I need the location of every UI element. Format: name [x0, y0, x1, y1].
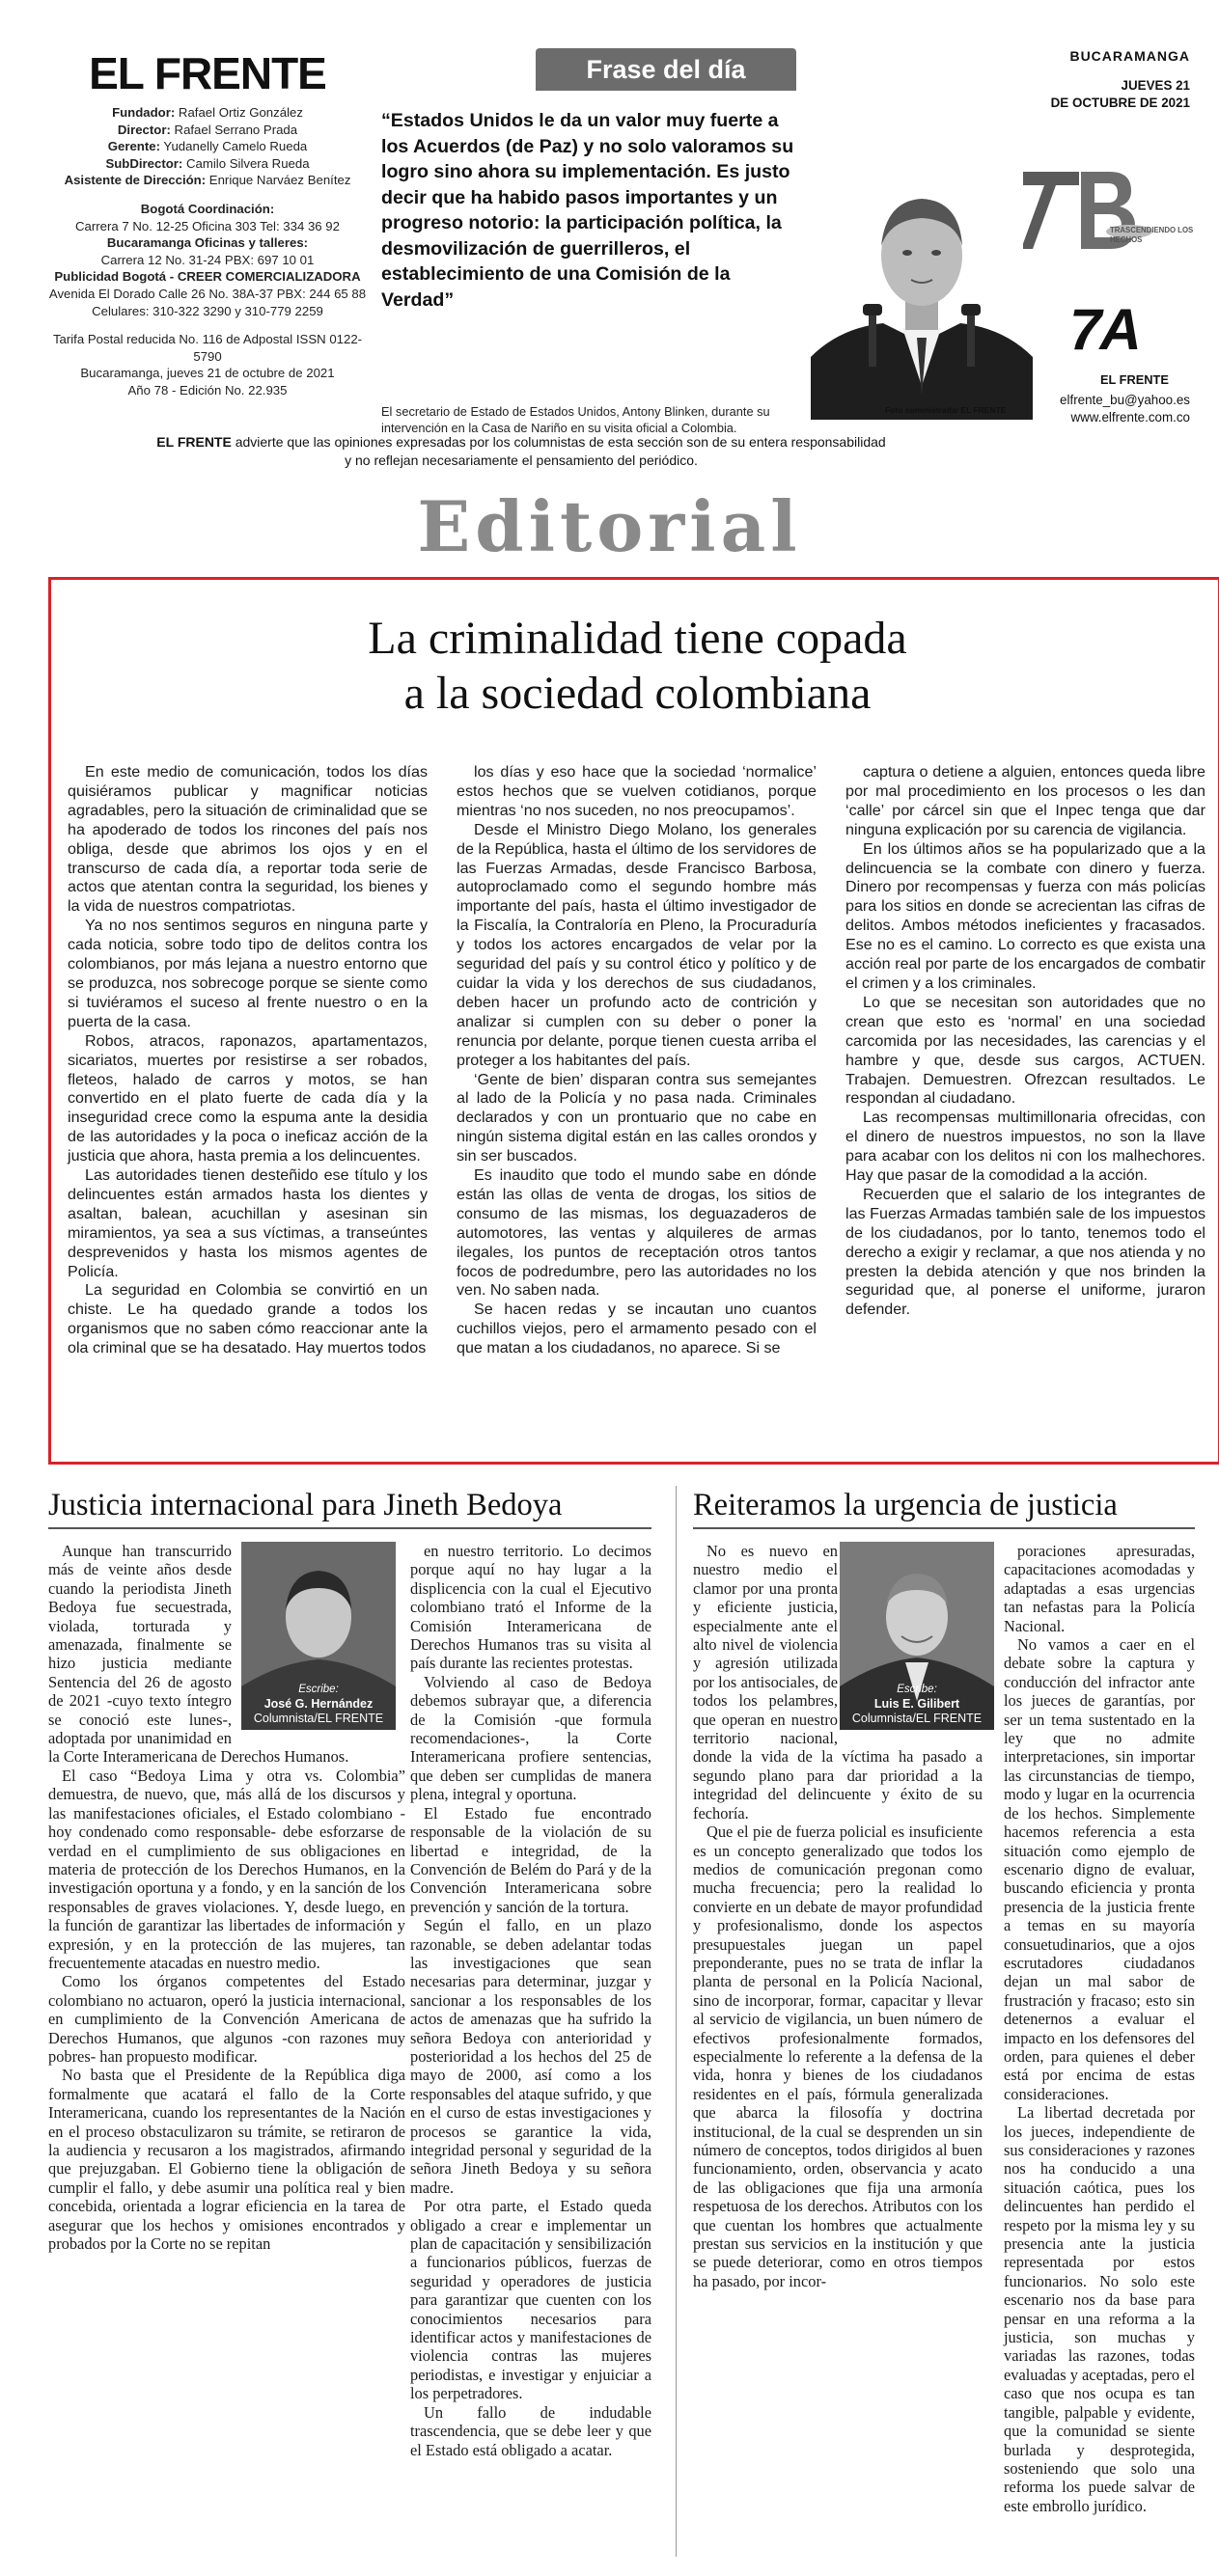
masthead-line [48, 104, 367, 122]
paragraph: Aunque han transcurrido más de veinte años desde cuando la periodista Jineth Bedoya fue secuestrada, violada, torturada y amenazada, finalmente se hizo justicia mediante Sentencia del 26 de agosto de 2021 -cuyo texto íntegro se conoció este lunes-, adoptada por unanimidad en la Corte Interamericana de Derechos Humanos. [48, 1542, 349, 1767]
masthead-line: Bucaramanga, jueves 21 de octubre de 2021 [80, 366, 335, 381]
masthead-line [48, 155, 367, 173]
paragraph: Por otra parte, el Estado queda obligado a crear e implementar un plan de capacitación y sensibilización a funcionarios públicos, fuerzas de seguridad y operadores de justicia para garantizar que cuenten con los conocimientos necesarios para identificar actos y manifestaciones de violencia contras las mujeres periodistas, e investigar y enjuiciar a los perpetradores. [410, 2197, 651, 2403]
frase-del-dia [372, 48, 796, 435]
contact-email[interactable]: elfrente_bu@yahoo.es [1060, 393, 1190, 407]
disclaimer-brand: EL FRENTE [156, 434, 232, 450]
page-number: 7A [1069, 297, 1140, 362]
paragraph: ‘Gente de bien’ disparan contra sus semejantes al lado de la Policía y no pasa nada. Criminales declarados y con un prontuario que no cabe en ningún sistema digital están en las calles orondos y sin ser buscados. [457, 1070, 817, 1165]
date-line-2: DE OCTUBRE DE 2021 [1050, 96, 1190, 110]
paragraph: No es nuevo en nuestro medio el clamor por una pronta y eficiente justicia, especialmente ante el alto nivel de violencia y agresión utilizada por los antisociales, de todos los pelambres, que operan en nuestro territorio nacional, donde la vida de la víctima ha pasado a segundo plano para dar prioridad a la integridad del delincuente y éxito de su fechoría. [693, 1542, 983, 1822]
masthead-line-value: Camilo Silvera Rueda [182, 155, 310, 171]
masthead-line [48, 201, 367, 218]
paragraph: Recuerden que el salario de los integrantes de las Fuerzas Armadas también sale de los impuestos de los ciudadanos, por lo tanto, tenemos todo el derecho a exigir y reclamar, a que nos atienda y no presten la debida atención y que nos brinden la seguridad que, al ponerse el uniforme, juraron defender. [845, 1185, 1205, 1319]
disclaimer-text: advierte que las opiniones expresadas por los columnistas de esta sección son de su entera responsabilidad y no reflejan necesariamente el pensamiento del periódico. [231, 434, 886, 468]
column-left-text-1a [48, 1542, 405, 2253]
masthead-line-label: SubDirector: [105, 155, 183, 171]
paragraph: La libertad decretada por los jueces, independiente de sus consideraciones y razones nos ha conducido a una situación caótica, pues los delincuentes han perdido el respeto por la misma ley y su presencia ante la justicia representada por estos funcionarios. No solo este escenario nos da base para pensar en una reforma a la justicia, son muchas y variadas las razones, todas evaluadas y aceptadas, pero el caso que nos ocupa es tan tangible, palpable y evidente, que la comunidad se siente burlada y desprotegida, sosteniendo que solo una reforma los puede salvar de este embrollo jurídico. [1004, 2103, 1195, 2515]
author-name: José G. Hernández [263, 1697, 374, 1711]
frase-quote: “Estados Unidos le da un valor muy fuerte a los Acuerdos (de Paz) y no solo valoramos su logro sino ahora su implementación. Es justo decir que ha habido pasos importantes y un progreso notorio: la participación política, la desmovilización de guerrilleros, el establecimiento de una Comisión de la Verdad” [381, 110, 794, 311]
publication-info [48, 331, 367, 398]
paragraph: Las recompensas multimillonaria ofrecidas, con el dinero de nuestros impuestos, no son la llave para acabar con los delitos ni con los malhechores. Hay que pasar de la comodidad a la acción. [845, 1109, 1205, 1185]
column-right-rule [693, 1527, 1195, 1529]
paragraph: La seguridad en Colombia se convirtió en un chiste. Le ha quedado grande a todos los organismos que no saben cómo reaccionar ante la ola criminal que se ha desatado. Hay muertos todos [68, 1281, 428, 1357]
paragraph: En este medio de comunicación, todos los días quisiéramos publicar y magnificar noticias agradables, pero la situación de criminalidad que se ha apoderado de todos los rincones del país nos obliga, desde que abrimos los ojos y en el transcurso de cada día, a reportar toda serie de actos que atentan contra la seguridad, los bienes y la vida de nuestros compatriotas. [68, 763, 428, 916]
date-line-1: JUEVES 21 [1121, 78, 1190, 93]
masthead-line-label: Publicidad Bogotá - CREER COMERCIALIZADORA [54, 269, 361, 285]
editorial-headline [54, 611, 1219, 721]
editorial-column-3 [845, 763, 1205, 1358]
paragraph: En los últimos años se ha popularizado que a la delincuencia se la combate con dinero y fuerza. Dinero por recompensas y fuerza con más policías para los sitios en donde se acrecientan las cifras de delitos. Ambos métodos ineficientes y fracasados. Ese no es el camino. Lo correcto es que exista una acción real por parte de los encargados de combatir el crimen y a los criminales. [845, 839, 1205, 992]
editorial-body [68, 763, 1206, 1358]
paragraph: El caso “Bedoya Lima y otra vs. Colombia” demuestra, de nuevo, que, más allá de los discursos y las manifestaciones oficiales, el Estado colombiano -hoy condenado como responsable- debe esforzarse de verdad en el cumplimiento de sus obligaciones en materia de protección de los Derechos Humanos, en la investigación oportuna y a fondo, y en la sanción de los responsables de graves violaciones. Y, desde luego, en la función de garantizar las libertades de información y expresión, y en la protección de las mujeres, tan frecuentemente atacadas en nuestro medio. [48, 1766, 405, 1972]
paragraph: Ya no nos sentimos seguros en ninguna parte y cada noticia, sobre todo tipo de delitos contra los colombianos, por más lejana a nuestro entorno que se produzca, nos sobrecoge porque se siente como si tuviéramos el suceso al frente nuestro o en la puerta de la casa. [68, 917, 428, 1030]
anniversary-caption: TRASCENDIENDO LOS HECHOS [1110, 226, 1194, 244]
masthead-line-label: Gerente: [107, 139, 160, 154]
column-left-title: Justicia internacional para Jineth Bedoya [48, 1488, 563, 1522]
column-right-text-1 [693, 1542, 983, 2290]
paragraph: El Estado fue encontrado responsable de la violación de su libertad e integridad, de la Convención de Belém do Pará y de la Convención Interamericana sobre prevención y sanción de la tortura. [410, 1803, 651, 1916]
blinken-photo [811, 164, 1033, 420]
paragraph: Según el fallo, en un plazo razonable, se deben adelantar todas las investigaciones que sean necesarias para determinar, juzgar y sancionar a los responsables de los actos de amenazas que ha sufrido la señora Bedoya con anterioridad y posterioridad a los hechos del 25 de mayo de 2000, así como a los responsables del ataque sufrido, y que en el curso de estas investigaciones y procesos se garantice la vida, integridad personal y seguridad de la señora Jineth Bedoya y su señora madre. [410, 1916, 651, 2197]
masthead-line [48, 138, 367, 155]
masthead-line [48, 234, 367, 252]
masthead-line [48, 252, 367, 269]
masthead-line-value: Rafael Ortiz González [175, 105, 303, 120]
paragraph: Un fallo de indudable trascendencia, que se debe leer y que el Estado está obligado a acatar. [410, 2402, 651, 2459]
masthead-line: Año 78 - Edición No. 22.935 [127, 382, 288, 397]
paragraph: Que el pie de fuerza policial es insuficiente es un concepto generalizado que todos los medios de comunicación pregonan como mucha frecuencia; pero la realidad lo convierte en un debate de mayor profundidad y profesionalismo, donde los aspectos presupuestales juegan un papel preponderante, pues no se trata de inflar la planta de personal en la Policía Nacional, sino de incorporar, formar, capacitar y llevar al servicio de vigilancia, un buen número de efectivos profesionalmente formados, especialmente lo referente a la defensa de la vida, honra y bienes de los ciudadanos residentes en el país, fórmula generalizada que abarca la filosofía y doctrina institucional, de la cual se desprenden un sin número de conceptos, todos dirigidos al buen funcionamiento, orden, observancia y acato de las obligaciones que fija una armonía respetuosa de los derechos. Atributos con los que cuentan los hombres que actualmente prestan sus servicios en la institución y que se puede deteriorar, como en otros tiempos ha pasado, por incor- [693, 1822, 983, 2290]
paragraph: Robos, atracos, raponazos, apartamentazos, sicariatos, muertes por resistirse a ser robados, fleteos, halado de carros y motos, se han convertido en el plato fuerte de cada día y la inseguridad crece como la espuma ante la desidia de las autoridades y la poca o ineficaz acción de la justicia que ahora, hasta premia a los delincuentes. [68, 1031, 428, 1165]
paragraph: No vamos a caer en el debate sobre la captura y conducción del infractor ante los jueces de garantías, por ser un tema sustentado en la ley que no admite interpretaciones, sin importar las circunstancias de tiempo, modo y lugar en la ocurrencia de los hechos. Simplemente hacemos referencia a esta situación como ejemplo de escenario digno de evaluar, buscando eficiencia y pronta presencia de la justicia frente a temas en su mayoría consuetudinarios, que a ojos escrutadores ciudadanos dejan un mal sabor de frustración y fracaso; esto sin detenernos a evaluar el impacto en los defensores del orden, para quienes el deber está por encima de estas consideraciones. [1004, 1635, 1195, 2103]
column-right-title: Reiteramos la urgencia de justicia [693, 1488, 1118, 1522]
masthead-line-value: Carrera 7 No. 12-25 Oficina 303 Tel: 334 36 92 [75, 218, 340, 233]
editorial-column-1 [68, 763, 428, 1358]
masthead-line-value: Carrera 12 No. 31-24 PBX: 697 10 01 [100, 252, 315, 267]
masthead-line [48, 303, 367, 320]
editorial-article [48, 577, 1219, 1465]
opinion-disclaimer [154, 433, 888, 470]
column-left-rule [48, 1527, 651, 1529]
paragraph: Volviendo al caso de Bedoya debemos subrayar que, a diferencia de la Comisión -que formula recomendaciones-, la Corte Interamericana profiere sentencias, que deben ser cumplidas de manera plena, integral y oportuna. [410, 1672, 651, 1804]
column-right-text-2 [1004, 1542, 1195, 2515]
paragraph: No basta que el Presidente de la República diga formalmente que acatará el fallo de la Corte Interamericana, cuando los representantes de la Nación en el proceso obstaculizaron su trámite, se retiraron de la audiencia y recusaron a los magistrados, afirmando que prejuzgaban. El Gobierno tiene la obligación de cumplir el fallo, y debe asumir una política real y bien concebida, orientada a lograr eficiencia en la tarea de asegurar que los hechos y omisiones encontrados y probados por la Corte no se repitan [48, 2066, 405, 2254]
masthead-line [48, 122, 367, 139]
masthead-line-value: Celulares: 310-322 3290 y 310-779 2259 [92, 303, 323, 318]
page-brand: EL FRENTE [1100, 372, 1169, 387]
masthead-line-label: Bogotá Coordinación: [140, 201, 275, 216]
editorial-column-2 [457, 763, 817, 1358]
paragraph: los días y eso hace que la sociedad ‘normalice’ estos hechos que se vuelven cotidianos, porque mientras ‘no nos suceden, no nos preocupamos’. [457, 763, 817, 819]
author-label: Escribe: [298, 1684, 339, 1695]
masthead-line [48, 268, 367, 286]
edition-date [1051, 77, 1190, 112]
masthead-line: Tarifa Postal reducida No. 116 de Adpostal ISSN 0122-5790 [52, 332, 363, 364]
author-name: Luis E. Gilibert [873, 1697, 960, 1711]
masthead-line-value: Rafael Serrano Prada [170, 122, 298, 137]
author-role: Columnista/EL FRENTE [253, 1712, 384, 1725]
staff-list [48, 104, 367, 189]
photo-credit: Foto suministrada/ EL FRENTE [885, 405, 1007, 415]
column-left-text-2 [410, 1542, 651, 2459]
masthead-line [48, 172, 367, 189]
edition-city: BUCARAMANGA [1069, 48, 1190, 64]
paragraph: Es inaudito que todo el mundo sabe en dónde están las ollas de venta de drogas, los sitios de consumo de las mismas, los deguazaderos de automotores, las ventas y alquileres de armas ilegales, los puntos de receptación otros tantos focos de podredumbre, pero las autoridades no los ven. No saben nada. [457, 1166, 817, 1300]
paragraph: Se hacen redas y se incautan uno cuantos cuchillos viejos, pero el armamento pesado con el que matan a los ciudadanos, no aparece. Si se [457, 1301, 817, 1357]
newspaper-logo: EL FRENTE [89, 48, 326, 98]
paragraph: Lo que se necesitan son autoridades que no crean que esto es ‘normal’ en una sociedad carcomida por las necesidades, las carencias y el hambre y que, desde sus cargos, ACTUEN. Trabajen. Demuestren. Ofrezcan resultados. Le respondan al ciudadano. [845, 993, 1205, 1108]
masthead-line-value: Yudanelly Camelo Rueda [159, 139, 308, 154]
author-label: Escribe: [897, 1684, 937, 1695]
paragraph: Las autoridades tienen desteñido ese título y los delincuentes están armados hasta los dientes y asaltan, balean, acuchillan y asesinan sin miramientos, ya sea a sus víctimas, a transeúntes desprevenidos y hasta los mismos agentes de Policía. [68, 1166, 428, 1280]
column-separator [676, 1486, 677, 2557]
frase-tab: Frase del día [536, 48, 796, 91]
masthead-line-value: Enrique Narváez Benítez [206, 173, 351, 188]
masthead-line-label: Bucaramanga Oficinas y talleres: [106, 235, 309, 251]
masthead-line-value: Avenida El Dorado Calle 26 No. 38A-37 PBX: 244 65 88 [48, 286, 367, 301]
paragraph: en nuestro territorio. Lo decimos porque aquí no hay lugar a la displicencia con la cual el Ejecutivo colombiano trató el Informe de la Comisión Interamericana de Derechos Humanos tras su visita al país durante las recientes protestas. [410, 1542, 651, 1673]
masthead-line-label: Fundador: [112, 105, 176, 120]
paragraph: captura o detiene a alguien, entonces queda libre por mal procedimiento en los procesos o les dan ‘calle’ por cárcel sin que el Inpec tenga que dar ninguna explicación por su carencia de vigilancia. [845, 763, 1205, 838]
office-list [48, 201, 367, 319]
headline-line-1: La criminalidad tiene copada [368, 613, 907, 664]
masthead [48, 48, 367, 425]
paragraph: Como los órganos competentes del Estado colombiano no actuaron, operó la justicia internacional, en cumplimiento de la Convención Americana de Derechos Humanos, que algunos -con razones muy pobres- han propuesto modificar. [48, 1972, 405, 2066]
masthead-line-label: Director: [117, 122, 171, 137]
paragraph: poraciones apresuradas, capacitaciones acomodadas y adaptadas a esas urgencias tan nefastas para la Policía Nacional. [1004, 1542, 1195, 1635]
paragraph: Desde el Ministro Diego Molano, los generales de la República, hasta el último de los servidores de las Fuerzas Armadas, desde Francisco Barbosa, autoproclamado como el segundo hombre más importante del país, hasta el último investigador de la Fiscalía, la Contraloría en Pleno, la Procuraduría y todos los actores encargados de velar por la seguridad del país y su control ético y político y de cuidar la vida y los derechos de sus ciudadanos, deben hacer un profundo acto de contrición y analizar si cumplen con su deber o poner la renuncia por delante, porque tienen cuesta arriba el proteger a los habitantes del país. [457, 820, 817, 1069]
author-role: Columnista/EL FRENTE [851, 1712, 983, 1725]
website-link[interactable]: www.elfrente.com.co [1070, 410, 1190, 425]
masthead-line [48, 218, 367, 235]
section-title: Editorial [417, 485, 802, 567]
headline-line-2: a la sociedad colombiana [403, 668, 872, 719]
frase-caption: El secretario de Estado de Estados Unidos, Antony Blinken, durante su intervención en la Casa de Nariño en su visita oficial a Colombia. [381, 404, 770, 435]
masthead-line-label: Asistente de Dirección: [64, 173, 207, 188]
masthead-line [48, 286, 367, 303]
